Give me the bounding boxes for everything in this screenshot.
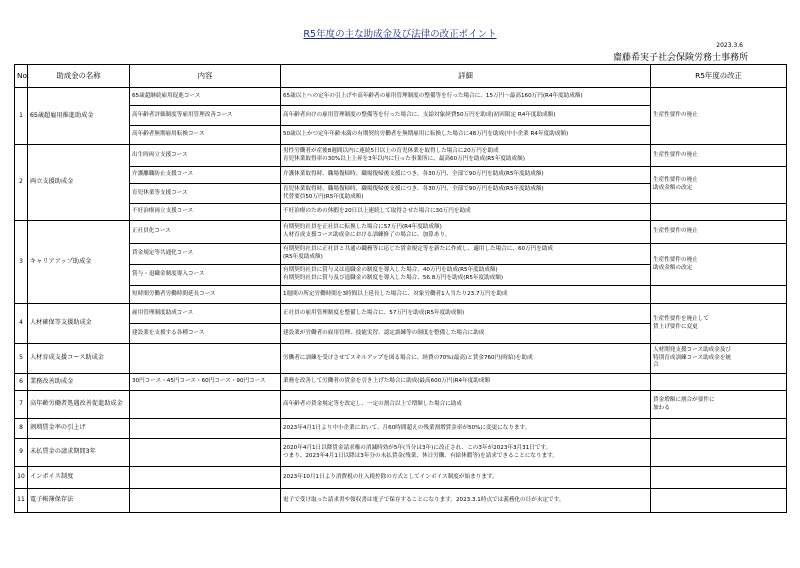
revision-line: 助成金額の改定 [653, 185, 693, 191]
revision-cell [651, 286, 787, 304]
content-cell: 30円コース・45円コース・60円コース・90円コース [130, 374, 281, 391]
revision-cell [651, 439, 787, 467]
revision-line: 生産性要件を廃止して [653, 315, 709, 322]
detail-cell: 介護休業取得時、職場復帰時、職場復帰後支援につき、各30万円、全部で90万円を助成(R5年度助成額) [281, 167, 651, 184]
content-cell [130, 489, 281, 513]
detail-line: 有期契約社員を正社員に転換した場合に57万円(R4年度助成額) [283, 224, 442, 231]
detail-cell: 労働者に訓練を受けさせてスキルアップを図る場合に、経費の70%(最高)と賃金760円(時給)を助成 [281, 344, 651, 374]
detail-line: 有期契約社員に正社員と共通の職務等に応じた賃金規定等を新たに作成し、適用した場合に、60万円を助成 [283, 246, 554, 253]
revision-cell [651, 391, 787, 419]
revision-line: 加わる [653, 404, 670, 411]
revision-line: 生産性要件の廃止 [653, 177, 698, 184]
content-cell: 賃金規定等共通化コース [130, 244, 281, 265]
revision-line: 賃金増額に割合が要件に [653, 396, 715, 403]
revision-cell: 生産性要件の廃止 [651, 88, 787, 145]
row-number: 6 [15, 374, 28, 391]
table-row [15, 286, 787, 304]
table-row [15, 439, 787, 467]
column-header-content: 内容 [130, 65, 281, 88]
table-row [15, 304, 787, 324]
row-number: 3 [15, 221, 28, 304]
revision-cell [651, 374, 787, 391]
detail-cell [281, 184, 651, 204]
content-cell: 介護離職防止支援コース [130, 167, 281, 184]
subsidy-name: インボイス制度 [28, 467, 130, 489]
column-header-name: 助成金の名称 [28, 65, 130, 88]
revision-line: 生産性要件の廃止 [653, 256, 698, 263]
detail-line: 育児休業取得時、職場復帰時、職場復帰後支援につき、各30万円、全部で90万円を助成(R5年度助成額) [283, 185, 544, 192]
detail-cell: 高年齢者の賃金規定等を改定し、一定の割合以上で増額した場合に助成 [281, 391, 651, 419]
table-row [15, 467, 787, 489]
table-row [15, 221, 787, 244]
row-number: 10 [15, 467, 28, 489]
detail-cell: 65歳以上への定年の引上げや高年齢者の雇用管理制度の整備等を行った場合に、15万円～最高160万円(R4年度助成額) [281, 88, 651, 106]
detail-line: 有期契約社員に賞与及び退職金の制度を導入した場合、56.8万円を助成(R5年度助成額) [283, 275, 504, 281]
detail-line: つまり、2023年4月1日以降は3年分の未払賃金(残業、休日労働、有給休暇等)を請求できることになります。 [283, 452, 558, 459]
row-number: 1 [15, 88, 28, 145]
subsidy-name: 業務改善助成金 [28, 374, 130, 391]
subsidy-name: 両立支援助成金 [28, 145, 130, 221]
content-cell: 育児休業等支援コース [130, 184, 281, 204]
content-cell: 出生時両立支援コース [130, 145, 281, 167]
detail-cell: 高年齢者向けの雇用管理制度の整備等を行った場合に、支給対象経費50万円を助成(初回限定 R4年度助成額) [281, 106, 651, 126]
table-row [15, 374, 787, 391]
subsidy-name: 電子帳簿保存法 [28, 489, 130, 513]
content-cell [130, 419, 281, 439]
content-cell: 高年齢者評価制度等雇用管理改善コース [130, 106, 281, 126]
table-row [15, 391, 787, 419]
row-number: 4 [15, 304, 28, 344]
revision-cell [651, 419, 787, 439]
subsidy-name: 人材確保等支援助成金 [28, 304, 130, 344]
table-row [15, 88, 787, 106]
revision-line: 賃上げ要件に変更 [653, 323, 698, 330]
revision-cell [651, 489, 787, 513]
detail-cell: 電子で受け取った請求書や領収書は電子で保存することになります。2023.3.1時点では義務化の日が未定です。 [281, 489, 651, 513]
row-number: 9 [15, 439, 28, 467]
table-row [15, 167, 787, 184]
detail-cell: 2023年10月1日より消費税の仕入税控除の方式としてインボイス制度が始まります。 [281, 467, 651, 489]
content-cell [130, 344, 281, 374]
content-cell: 正社員化コース [130, 221, 281, 244]
table-row [15, 344, 787, 374]
detail-cell: 1週間の所定労働時間を3時間以上延長した場合に、対象労働者1人当たり23.7万円を助成 [281, 286, 651, 304]
subsidy-name: 割増賃金率の引上げ [28, 419, 130, 439]
content-cell: 雇用管理制度助成コース [130, 304, 281, 324]
detail-cell [281, 145, 651, 167]
table-row [15, 489, 787, 513]
table-row [15, 244, 787, 265]
revision-cell [651, 204, 787, 221]
subsidy-name: 人材育成支援コース助成金 [28, 344, 130, 374]
detail-cell [281, 221, 651, 244]
revision-cell: 生産性要件の廃止 [651, 221, 787, 244]
table-header-row [15, 65, 787, 88]
detail-line: 有期契約社員に賞与又は退職金の制度を導入した場合、40万円を助成(R5年度助成額) [283, 267, 498, 274]
subsidy-name: 65歳超雇用推進助成金 [28, 88, 130, 145]
row-number: 5 [15, 344, 28, 374]
detail-cell: 正社員の雇用管理制度を整備した場合に、57万円を助成(R5年度助成額) [281, 304, 651, 324]
revision-cell: 生産性要件の廃止 [651, 145, 787, 167]
content-cell [130, 439, 281, 467]
detail-line: 代替要員50万円(R5年度助成額) [283, 193, 364, 200]
revision-line: 人材開発支援コース助成金及び [653, 347, 732, 354]
detail-cell: 2023年4月1日より中小企業において、月60時間超えの残業割増賃金率が50%に変更になります。 [281, 419, 651, 439]
table-row [15, 204, 787, 221]
detail-cell [281, 265, 651, 286]
table-row [15, 419, 787, 439]
detail-cell: 50歳以上かつ定年年齢未満の有期契約労働者を無期雇用に転換した場合に48万円を助成(中小企業 R4年度助成額) [281, 126, 651, 145]
detail-cell: 業務を改善して労働者の賃金を引き上げた場合に助成(最高600万円)R4年度助成額 [281, 374, 651, 391]
column-header-revision: R5年度の改正 [651, 65, 787, 88]
column-header-no: No. [15, 65, 28, 88]
subsidy-name: キャリアアップ助成金 [28, 221, 130, 304]
revision-cell [651, 167, 787, 204]
detail-cell: 不妊治療のための休暇を20日以上連続して取得させた場合に30万円を助成 [281, 204, 651, 221]
detail-line: 2020年4月1日以降賃金請求権の消滅時効が5年(当分は3年)に改正され、この3年が2023年3月31日です。 [283, 444, 552, 451]
row-number: 7 [15, 391, 28, 419]
detail-line: 男性労働者が産後8週間以内に連続5日以上の育児休業を取得した場合に20万円を助成 [283, 147, 499, 154]
detail-cell: 建設業が労働者の雇用管理、技能実習、認定訓練等の制度を整備した場合に助成 [281, 324, 651, 344]
detail-cell [281, 244, 651, 265]
subsidy-name: 未払賃金の請求期間3年 [28, 439, 130, 467]
revision-cell [651, 467, 787, 489]
row-number: 2 [15, 145, 28, 221]
column-header-detail: 詳細 [281, 65, 651, 88]
content-cell: 賞与・退職金制度導入コース [130, 265, 281, 286]
row-number: 11 [15, 489, 28, 513]
content-cell: 65歳超継続雇用促進コース [130, 88, 281, 106]
revision-cell [651, 304, 787, 344]
content-cell [130, 467, 281, 489]
revision-line: 合 [653, 362, 659, 369]
page-title: R5年度の主な助成金及び法律の改正ポイント [303, 29, 497, 40]
row-number: 8 [15, 419, 28, 439]
content-cell: 高年齢者無期雇用転換コース [130, 126, 281, 145]
revision-cell [651, 344, 787, 374]
revision-line: 助成金額の改定 [653, 264, 693, 271]
content-cell: 短時間労働者労働時間延長コース [130, 286, 281, 304]
office-name: 齋藤希実子社会保険労務士事務所 [612, 53, 748, 63]
table-row [15, 145, 787, 167]
detail-line: (R5年度助成額) [283, 254, 323, 260]
document-date: 2023.3.6 [716, 42, 743, 49]
content-cell [130, 391, 281, 419]
detail-cell [281, 439, 651, 467]
revision-cell [651, 244, 787, 286]
detail-line: 育児休業取得率の30%以上上昇を3年以内に行った事業所に、最高60万円を助成(R5年度助成額) [283, 155, 525, 162]
content-cell: 不妊治療両立支援コース [130, 204, 281, 221]
subsidy-table [14, 64, 787, 513]
detail-line: 人材育成支援コース助成金における訓練修了の場合に、加算あり。 [283, 232, 451, 238]
revision-line: 特別育成訓練コース助成金を統 [653, 354, 732, 361]
content-cell: 建設業を支援する各種コース [130, 324, 281, 344]
subsidy-name: 高年齢労働者処遇改善促進助成金 [28, 391, 130, 419]
